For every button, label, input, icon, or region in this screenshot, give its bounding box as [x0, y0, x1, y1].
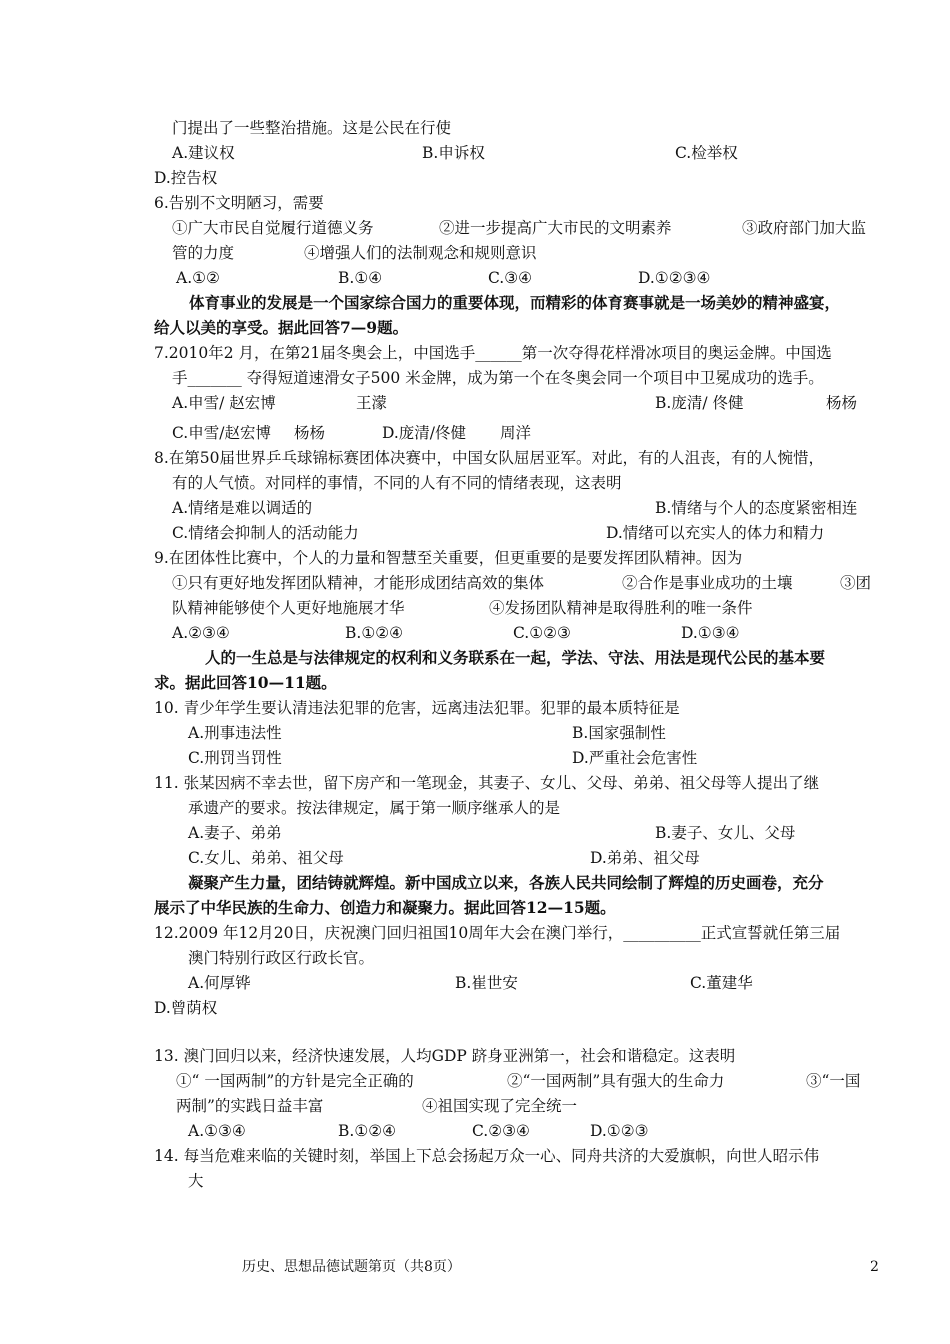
text-line: C.③④ [488, 269, 533, 287]
text-line: ④发扬团队精神是取得胜利的唯一条件 [489, 599, 753, 617]
text-line: B.①②④ [338, 1122, 397, 1140]
text-line: 凝聚产生力量，团结铸就辉煌。新中国成立以来，各族人民共同绘制了辉煌的历史画卷，充分 [188, 873, 824, 892]
text-line: 门提出了一些整治措施。这是公民在行使 [172, 119, 452, 137]
footer-title: 历史、思想品德试题第页（共8页） [242, 1259, 461, 1275]
text-line: 11. 张某因病不幸去世，留下房产和一笔现金，其妻子、女儿、父母、弟弟、祖父母等人提出了继 [154, 774, 820, 792]
text-line: C.①②③ [513, 624, 571, 642]
text-line: 两制”的实践日益丰富 [176, 1097, 324, 1115]
text-line: C.情绪会抑制人的活动能力 [172, 524, 359, 542]
text-line: 展示了中华民族的生命力、创造力和凝聚力。据此回答12—15题。 [154, 898, 616, 917]
text-line: 10. 青少年学生要认清违法犯罪的危害，远离违法犯罪。犯罪的最本质特征是 [154, 699, 680, 717]
text-line: D.情绪可以充实人的体力和精力 [606, 524, 825, 542]
text-line: B.崔世安 [455, 974, 518, 992]
text-line: ④祖国实现了完全统一 [422, 1097, 578, 1115]
text-line: C.②③④ [472, 1122, 530, 1140]
text-line: 人的一生总是与法律规定的权利和义务联系在一起，学法、守法、用法是现代公民的基本要 [205, 648, 826, 667]
text-line: B.①④ [338, 269, 383, 287]
text-line: ③团 [840, 574, 872, 592]
text-line: A.情绪是难以调适的 [172, 499, 313, 517]
text-line: 给人以美的享受。据此回答7—9题。 [154, 318, 409, 337]
text-line: 杨杨 [294, 424, 326, 442]
text-line: 手_______ 夺得短道速滑女子500 米金牌，成为第一个在冬奥会同一个项目中卫冕成功的选手。 [172, 369, 824, 387]
text-line: D.严重社会危害性 [572, 749, 698, 767]
text-line: 有的人气愤。对同样的事情，不同的人有不同的情绪表现，这表明 [172, 474, 622, 492]
text-line: 王濛 [356, 394, 388, 412]
text-line: A.①② [176, 269, 220, 287]
text-line: C.刑罚当罚性 [188, 749, 282, 767]
text-line: B.庞清/ 佟健 [655, 394, 744, 412]
text-line: ③政府部门加大监 [742, 219, 867, 237]
text-line: A.①③④ [188, 1122, 246, 1140]
text-line: 承遗产的要求。按法律规定，属于第一顺序继承人的是 [188, 799, 561, 817]
text-line: D.庞清/佟健 [382, 424, 467, 442]
text-line: B.①②④ [345, 624, 404, 642]
text-line: A.何厚铧 [188, 974, 251, 992]
text-line: C.检举权 [675, 144, 738, 162]
text-line: 大 [188, 1172, 204, 1190]
text-line: 队精神能够使个人更好地施展才华 [172, 599, 405, 617]
text-line: ③“一国 [806, 1072, 861, 1090]
text-line: 体育事业的发展是一个国家综合国力的重要体现，而精彩的体育赛事就是一场美妙的精神盛宴， [189, 293, 841, 312]
text-line: 6.告别不文明陋习，需要 [154, 194, 324, 212]
text-line: D.控告权 [154, 169, 218, 187]
text-line: 澳门特别行政区行政长官。 [188, 949, 375, 967]
text-line: C.董建华 [690, 974, 753, 992]
text-line: A.妻子、弟弟 [188, 824, 282, 842]
text-line: B.情绪与个人的态度紧密相连 [655, 499, 858, 517]
text-line: 9.在团体性比赛中，个人的力量和智慧至关重要，但更重要的是要发挥团队精神。因为 [154, 549, 743, 567]
text-line: ①只有更好地发挥团队精神，才能形成团结高效的集体 [172, 574, 545, 592]
text-line: 周洋 [500, 424, 532, 442]
text-line: B.申诉权 [422, 144, 485, 162]
text-line: C.女儿、弟弟、祖父母 [188, 849, 344, 867]
text-line: D.①②③④ [638, 269, 711, 287]
text-line: 8.在第50届世界乒乓球锦标赛团体决赛中，中国女队屈居亚军。对此，有的人沮丧，有的人惋惜， [154, 449, 825, 467]
page-number: 2 [870, 1259, 879, 1275]
text-line: D.①②③ [590, 1122, 649, 1140]
text-line: ④增强人们的法制观念和规则意识 [304, 244, 537, 262]
text-line: ②进一步提高广大市民的文明素养 [439, 219, 672, 237]
text-line: D.①③④ [681, 624, 740, 642]
text-line: B.妻子、女儿、父母 [655, 824, 796, 842]
text-line: 7.2010年2 月，在第21届冬奥会上，中国选手______第一次夺得花样滑冰项目的奥运金牌。中国选 [154, 344, 832, 362]
text-line: ②合作是事业成功的土壤 [622, 574, 793, 592]
text-line: A.刑事违法性 [188, 724, 282, 742]
text-line: C.申雪/赵宏博 [172, 424, 271, 442]
text-line: D.弟弟、祖父母 [590, 849, 700, 867]
text-line: ②“一国两制”具有强大的生命力 [507, 1072, 725, 1090]
text-line: 杨杨 [826, 394, 858, 412]
text-line: ①“ 一国两制”的方针是完全正确的 [176, 1072, 414, 1090]
text-line: A.申雪/ 赵宏博 [172, 394, 276, 412]
text-line: 14. 每当危难来临的关键时刻，举国上下总会扬起万众一心、同舟共济的大爱旗帜，向世人昭示伟 [154, 1147, 820, 1165]
text-line: A.②③④ [172, 624, 230, 642]
text-line: 求。据此回答10—11题。 [154, 673, 337, 692]
text-line: 12.2009 年12月20日，庆祝澳门回归祖国10周年大会在澳门举行，__________正式宣誓就任第三届 [154, 924, 841, 942]
text-line: A.建议权 [172, 144, 235, 162]
text-line: 管的力度 [172, 244, 235, 262]
text-line: ①广大市民自觉履行道德义务 [172, 219, 374, 237]
text-line: D.曾荫权 [154, 999, 218, 1017]
text-line: 13. 澳门回归以来，经济快速发展，人均GDP 跻身亚洲第一，社会和谐稳定。这表明 [154, 1047, 736, 1065]
text-line: B.国家强制性 [572, 724, 666, 742]
